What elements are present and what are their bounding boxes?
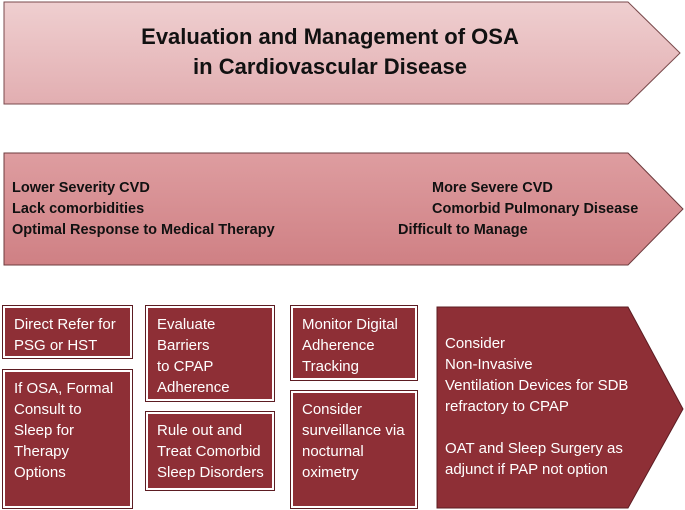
oat-text: adjunct if PAP not option xyxy=(445,461,608,478)
box-evaluate-barriers xyxy=(146,306,274,401)
box-text: Direct Refer for xyxy=(14,316,116,333)
advanced-options-text xyxy=(445,333,665,480)
spectrum-left-2: Lack comorbidities xyxy=(12,201,145,217)
spectrum-right-1: More Severe CVD xyxy=(432,180,553,196)
box-text: Sleep Disorders xyxy=(157,464,264,481)
niv-text: Ventilation Devices for SDB xyxy=(445,377,629,394)
box-text: Barriers xyxy=(157,337,210,354)
diagram-title xyxy=(20,22,640,82)
box-oximetry-surveillance xyxy=(291,391,417,508)
box-rule-out-comorbid xyxy=(146,412,274,490)
box-formal-consult xyxy=(3,370,132,508)
box-text: PSG or HST xyxy=(14,337,98,354)
box-direct-refer xyxy=(3,306,132,358)
spectrum-left-1: Lower Severity CVD xyxy=(12,180,150,196)
box-text: Rule out and xyxy=(157,422,243,439)
oat-text: OAT and Sleep Surgery as xyxy=(445,440,623,457)
spectrum-right-3: Difficult to Manage xyxy=(398,222,528,238)
box-text: Adherence xyxy=(157,379,230,396)
box-text: oximetry xyxy=(302,464,359,481)
box-text: Therapy xyxy=(14,443,70,460)
box-text: Monitor Digital xyxy=(302,316,398,333)
box-text: surveillance via xyxy=(302,422,405,439)
box-text: Evaluate xyxy=(157,316,216,333)
title-line-1: Evaluation and Management of OSA xyxy=(141,24,519,49)
niv-text: Non-Invasive xyxy=(445,356,533,373)
box-text: Consider xyxy=(302,401,363,418)
box-text: to CPAP xyxy=(157,358,214,375)
box-text: Treat Comorbid xyxy=(157,443,261,460)
box-text: Consult to xyxy=(14,401,82,418)
title-line-2: in Cardiovascular Disease xyxy=(193,54,467,79)
box-text: Options xyxy=(14,464,66,481)
box-text: Adherence xyxy=(302,337,375,354)
spectrum-left-3: Optimal Response to Medical Therapy xyxy=(12,222,275,238)
box-text: Tracking xyxy=(302,358,359,375)
box-monitor-adherence xyxy=(291,306,417,380)
spectrum-right-2: Comorbid Pulmonary Disease xyxy=(432,201,639,217)
box-text: nocturnal xyxy=(302,443,364,460)
box-text: If OSA, Formal xyxy=(14,380,114,397)
niv-text: refractory to CPAP xyxy=(445,398,569,415)
niv-text: Consider xyxy=(445,335,506,352)
box-text: Sleep for xyxy=(14,422,75,439)
